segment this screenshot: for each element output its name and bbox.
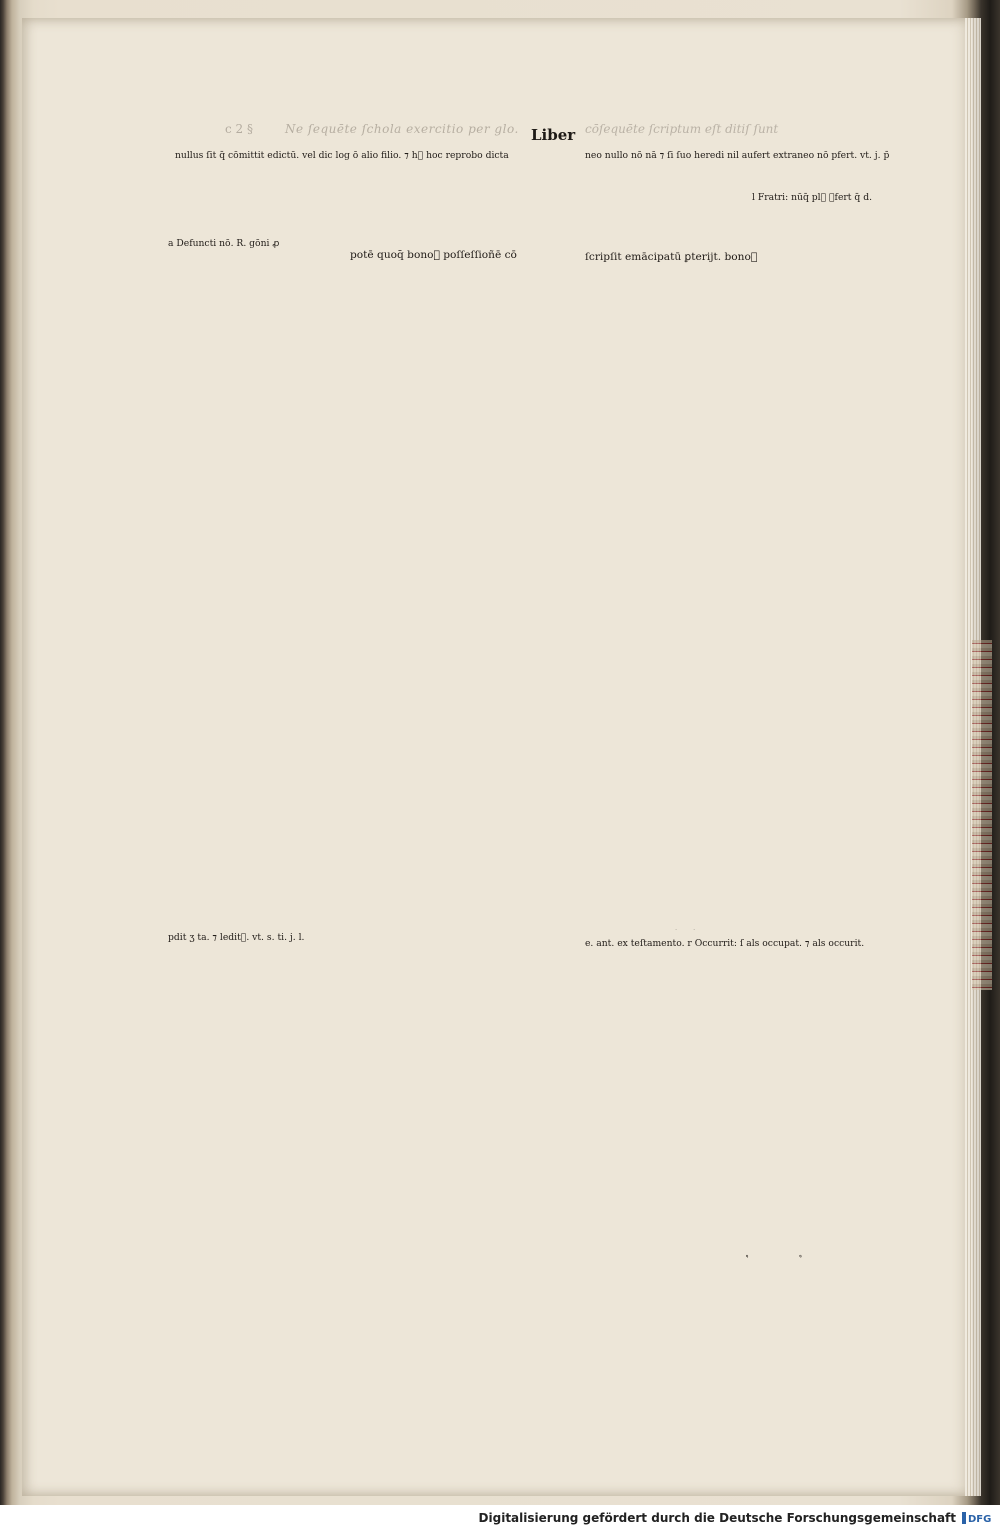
text-line: l Fratri: nūq̄ pl᷒ ꝯfert q̄ d. [752, 192, 872, 203]
text-line: nullus ſit q̄ cōmittit edictū. vel dic log ō alio filio. ⁊ h᷒ hoc reprobo dicta [175, 150, 509, 161]
folio-number: c 2 § [225, 122, 253, 136]
gloss-column-right [752, 192, 944, 992]
gloss-column-left [168, 238, 340, 932]
text-line: pdit ʒ ta. ⁊ ledit᷒. vt. s. ti. j. l. [168, 932, 305, 943]
text-line: potē quoq̄ bono᷒ poſſeſſioñē cō [350, 249, 517, 261]
text-line: ſcripſit emācipatū ꝑterijt. bono᷒ [585, 251, 758, 263]
bleed-through-text: cōſequēte ſcriptum eſt ditiſ ſunt [585, 122, 779, 136]
svg-text:DFG: DFG [968, 1514, 992, 1525]
lower-gloss-right [585, 938, 957, 1258]
dfg-logo [962, 1511, 994, 1525]
lower-gloss-left [168, 932, 573, 1272]
digitization-footer [0, 1505, 1000, 1531]
header-word: Liber [531, 126, 576, 144]
top-gloss-left [175, 150, 570, 230]
running-head: Ne ſequēte ſchola exercitio per glo. [285, 122, 519, 136]
text-line: a Defuncti nō. R. gōni ꝓ [168, 238, 280, 249]
text-line: e. ant. ex teſtamento. r Occurrit: ſ als occupat. ⁊ als occurit. [585, 938, 865, 949]
text-line: neo nullo nō nā ⁊ ſi ſuo heredi nil aufert extraneo nō pfert. vt. j. p̄ [585, 150, 890, 161]
page-tab-edge [972, 640, 992, 990]
text-column-middle-left [350, 248, 555, 923]
footer-credit: Digitalisierung gefördert durch die Deutsche Forschungsgemeinschaft [478, 1511, 956, 1525]
